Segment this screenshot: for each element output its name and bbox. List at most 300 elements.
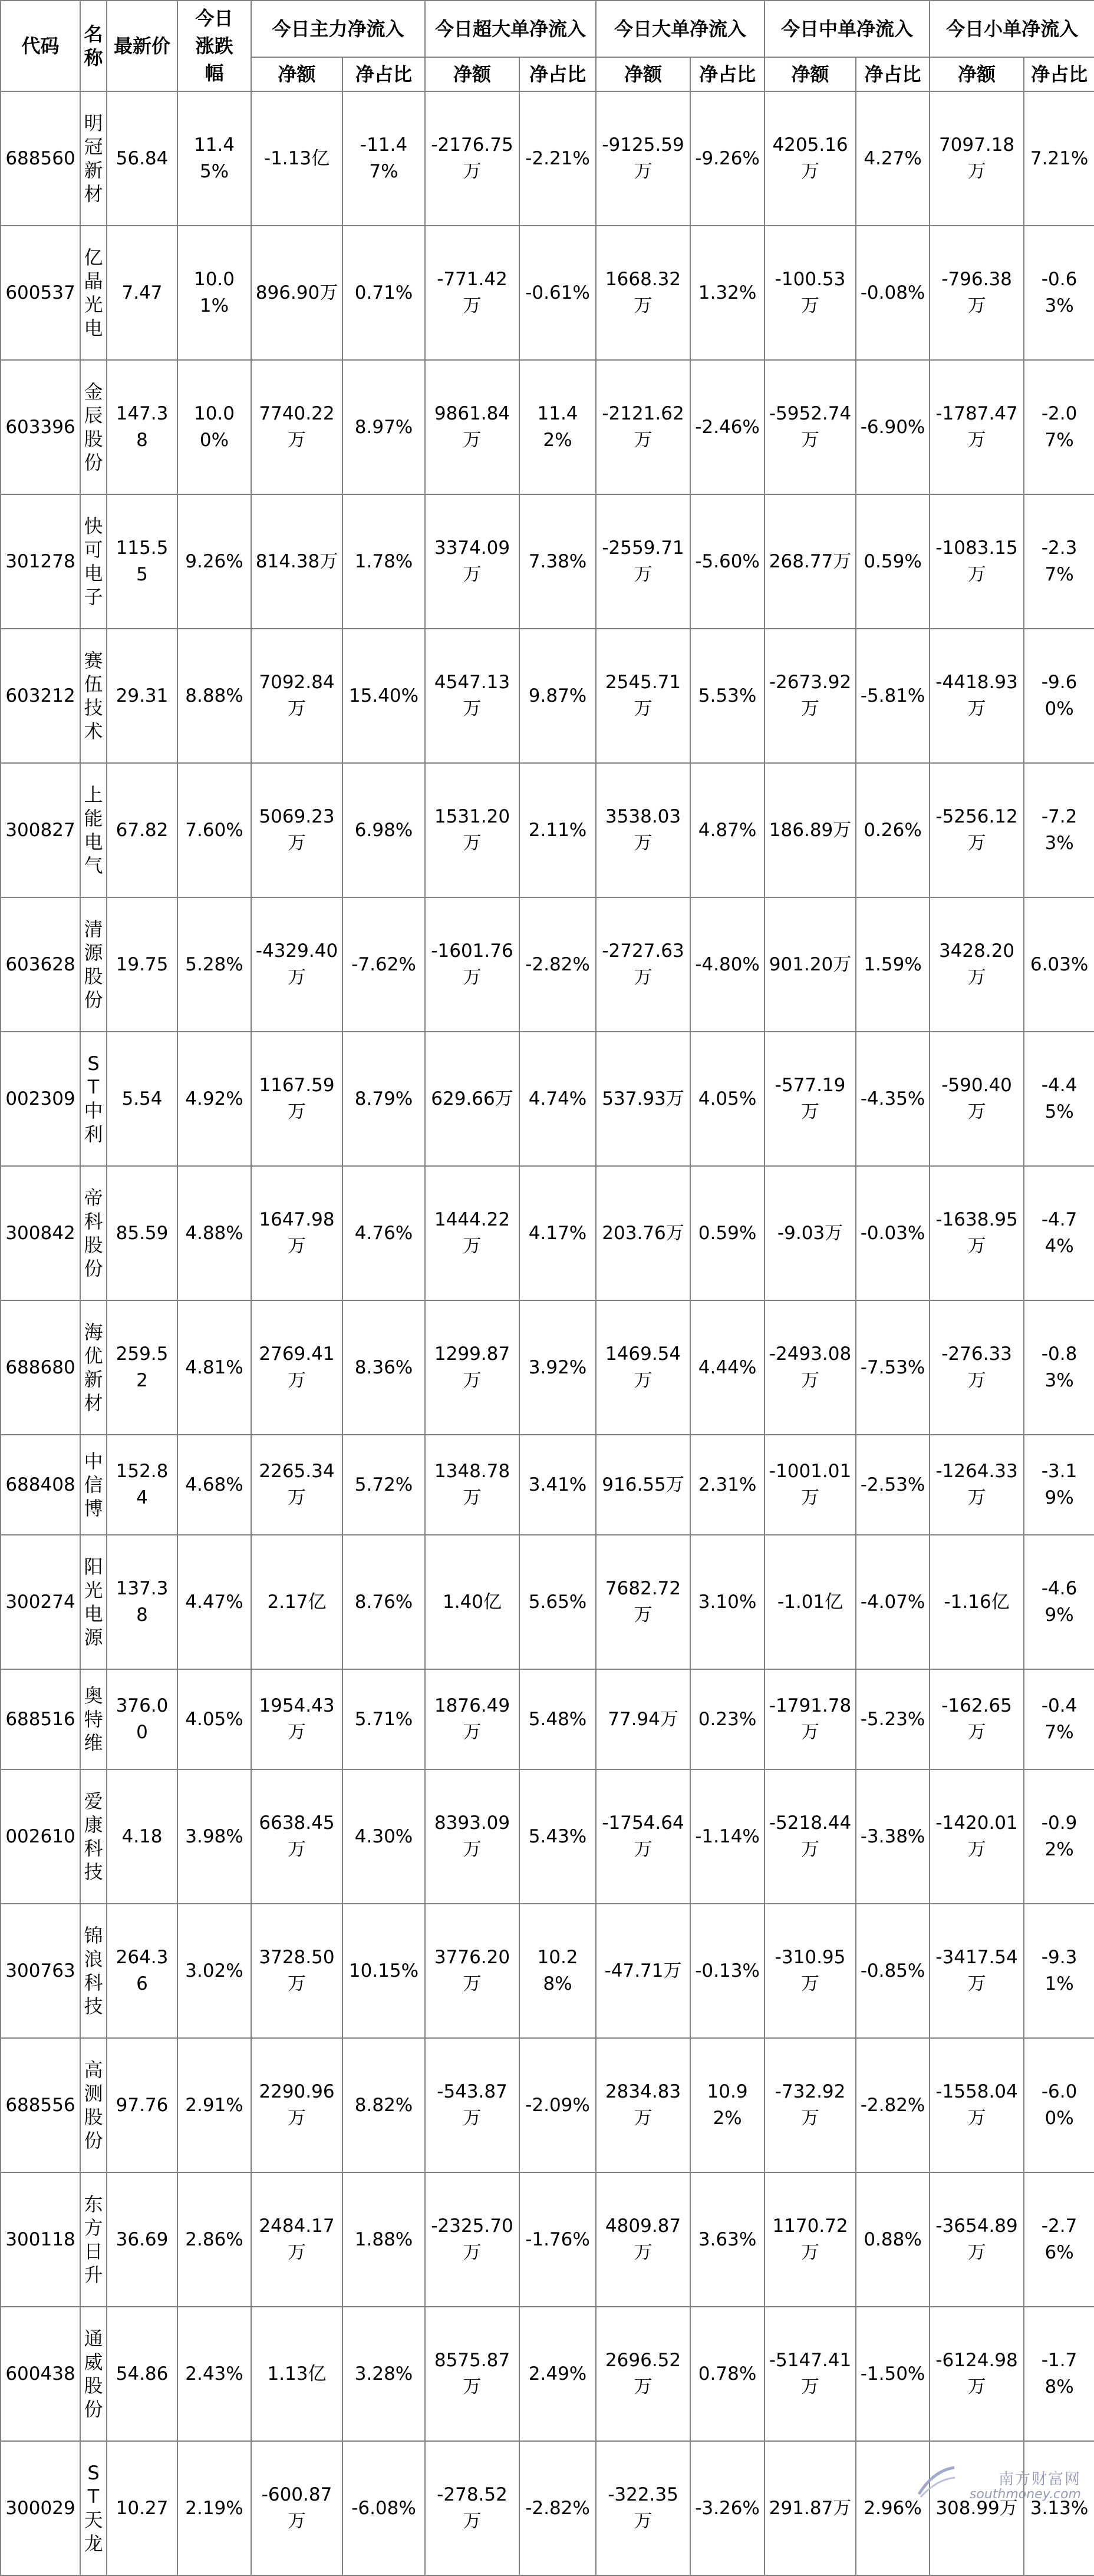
cell-code: 688680 <box>1 1300 80 1435</box>
cell-price: 376.00 <box>107 1669 177 1769</box>
cell-small-amount: 3428.20万 <box>930 897 1024 1032</box>
cell-medium-amount: -5218.44万 <box>765 1769 856 1904</box>
cell-main-amount: 7740.22万 <box>251 360 342 494</box>
cell-small-ratio: -2.07% <box>1024 360 1094 494</box>
cell-super-ratio: -2.82% <box>519 2441 596 2575</box>
cell-small-ratio: -4.45% <box>1024 1032 1094 1166</box>
cell-name: 海优新材 <box>80 1300 107 1435</box>
cell-large-amount: 2834.83万 <box>596 2038 690 2172</box>
cell-medium-ratio: -2.53% <box>856 1435 930 1535</box>
cell-large-amount: 77.94万 <box>596 1669 690 1769</box>
cell-medium-ratio: -2.82% <box>856 2038 930 2172</box>
cell-medium-amount: 186.89万 <box>765 763 856 897</box>
cell-code: 688408 <box>1 1435 80 1535</box>
table-row <box>1 1032 1094 1166</box>
cell-medium-ratio: -5.23% <box>856 1669 930 1769</box>
cell-large-ratio: 2.31% <box>690 1435 765 1535</box>
cell-super-amount: 3374.09万 <box>425 494 519 629</box>
cell-price: 5.54 <box>107 1032 177 1166</box>
cell-small-amount: -1083.15万 <box>930 494 1024 629</box>
cell-code: 300274 <box>1 1535 80 1669</box>
cell-super-amount: 1299.87万 <box>425 1300 519 1435</box>
cell-main-amount: 2290.96万 <box>251 2038 342 2172</box>
cell-small-amount: -4418.93万 <box>930 629 1024 763</box>
cell-code: 600438 <box>1 2307 80 2441</box>
cell-price: 115.55 <box>107 494 177 629</box>
cell-medium-ratio: -3.38% <box>856 1769 930 1904</box>
table-row <box>1 2038 1094 2172</box>
cell-medium-amount: -2673.92万 <box>765 629 856 763</box>
cell-small-ratio: -9.60% <box>1024 629 1094 763</box>
cell-main-ratio: -7.62% <box>342 897 425 1032</box>
cell-main-amount: 814.38万 <box>251 494 342 629</box>
cell-large-amount: 3538.03万 <box>596 763 690 897</box>
cell-main-amount: 7092.84万 <box>251 629 342 763</box>
cell-large-amount: -322.35万 <box>596 2441 690 2575</box>
cell-change: 4.05% <box>177 1669 251 1769</box>
table-row <box>1 1904 1094 2038</box>
cell-large-amount: -9125.59万 <box>596 91 690 226</box>
cell-medium-ratio: 0.26% <box>856 763 930 897</box>
cell-main-ratio: 8.36% <box>342 1300 425 1435</box>
cell-super-ratio: 7.38% <box>519 494 596 629</box>
cell-small-amount: -796.38万 <box>930 226 1024 360</box>
cell-super-ratio: 5.48% <box>519 1669 596 1769</box>
cell-change: 11.45% <box>177 91 251 226</box>
cell-super-amount: -2325.70万 <box>425 2172 519 2307</box>
cell-medium-ratio: -6.90% <box>856 360 930 494</box>
cell-main-ratio: 4.30% <box>342 1769 425 1904</box>
cell-large-amount: 1668.32万 <box>596 226 690 360</box>
table-row <box>1 1435 1094 1535</box>
cell-super-ratio: -1.76% <box>519 2172 596 2307</box>
cell-main-amount: 3728.50万 <box>251 1904 342 2038</box>
cell-large-amount: 916.55万 <box>596 1435 690 1535</box>
cell-medium-ratio: -4.07% <box>856 1535 930 1669</box>
cell-super-ratio: 4.17% <box>519 1166 596 1300</box>
cell-super-amount: 1348.78万 <box>425 1435 519 1535</box>
cell-small-ratio: -6.00% <box>1024 2038 1094 2172</box>
cell-price: 259.52 <box>107 1300 177 1435</box>
cell-super-ratio: 10.28% <box>519 1904 596 2038</box>
cell-super-amount: 9861.84万 <box>425 360 519 494</box>
cell-code: 603212 <box>1 629 80 763</box>
cell-small-ratio: -0.83% <box>1024 1300 1094 1435</box>
cell-super-ratio: 5.65% <box>519 1535 596 1669</box>
cell-large-ratio: 0.59% <box>690 1166 765 1300</box>
cell-change: 4.47% <box>177 1535 251 1669</box>
cell-large-amount: 2545.71万 <box>596 629 690 763</box>
cell-code: 603396 <box>1 360 80 494</box>
cell-large-amount: -1754.64万 <box>596 1769 690 1904</box>
cell-change: 3.98% <box>177 1769 251 1904</box>
cell-small-amount: -1420.01万 <box>930 1769 1024 1904</box>
header-large-inflow: 今日大单净流入 <box>596 1 765 57</box>
cell-name: 阳光电源 <box>80 1535 107 1669</box>
cell-main-ratio: 10.15% <box>342 1904 425 2038</box>
cell-name: 明冠新材 <box>80 91 107 226</box>
cell-medium-amount: 291.87万 <box>765 2441 856 2575</box>
cell-code: 002610 <box>1 1769 80 1904</box>
cell-main-amount: 2484.17万 <box>251 2172 342 2307</box>
cell-code: 600537 <box>1 226 80 360</box>
cell-medium-amount: 268.77万 <box>765 494 856 629</box>
header-large-amount: 净额 <box>596 57 690 91</box>
table-row <box>1 1300 1094 1435</box>
cell-name: 赛伍技术 <box>80 629 107 763</box>
cell-code: 688516 <box>1 1669 80 1769</box>
cell-name: 中信博 <box>80 1435 107 1535</box>
cell-code: 300118 <box>1 2172 80 2307</box>
table-row <box>1 2307 1094 2441</box>
cell-medium-amount: -100.53万 <box>765 226 856 360</box>
cell-main-ratio: 0.71% <box>342 226 425 360</box>
cell-change: 4.68% <box>177 1435 251 1535</box>
cell-super-ratio: 11.42% <box>519 360 596 494</box>
cell-name: 清源股份 <box>80 897 107 1032</box>
cell-main-ratio: 1.78% <box>342 494 425 629</box>
cell-change: 4.92% <box>177 1032 251 1166</box>
header-main-ratio: 净占比 <box>342 57 425 91</box>
cell-change: 2.86% <box>177 2172 251 2307</box>
cell-code: 002309 <box>1 1032 80 1166</box>
cell-name: 高测股份 <box>80 2038 107 2172</box>
cell-super-ratio: 9.87% <box>519 629 596 763</box>
cell-code: 300827 <box>1 763 80 897</box>
header-main-inflow: 今日主力净流入 <box>251 1 425 57</box>
cell-change: 4.81% <box>177 1300 251 1435</box>
header-small-amount: 净额 <box>930 57 1024 91</box>
table-body <box>1 91 1094 2575</box>
cell-medium-amount: -1791.78万 <box>765 1669 856 1769</box>
cell-main-ratio: -6.08% <box>342 2441 425 2575</box>
cell-small-ratio: -0.47% <box>1024 1669 1094 1769</box>
cell-medium-ratio: -0.08% <box>856 226 930 360</box>
cell-main-amount: 2.17亿 <box>251 1535 342 1669</box>
cell-price: 147.38 <box>107 360 177 494</box>
cell-super-amount: 8575.87万 <box>425 2307 519 2441</box>
table-row <box>1 2441 1094 2575</box>
cell-medium-ratio: -0.85% <box>856 1904 930 2038</box>
table-row <box>1 494 1094 629</box>
cell-main-ratio: 8.76% <box>342 1535 425 1669</box>
cell-small-amount: -5256.12万 <box>930 763 1024 897</box>
cell-medium-amount: -732.92万 <box>765 2038 856 2172</box>
cell-main-amount: 1167.59万 <box>251 1032 342 1166</box>
cell-price: 67.82 <box>107 763 177 897</box>
cell-change: 2.91% <box>177 2038 251 2172</box>
cell-large-ratio: 0.23% <box>690 1669 765 1769</box>
cell-super-amount: 629.66万 <box>425 1032 519 1166</box>
cell-name: 锦浪科技 <box>80 1904 107 2038</box>
cell-name: 金辰股份 <box>80 360 107 494</box>
cell-large-amount: 203.76万 <box>596 1166 690 1300</box>
cell-main-amount: 896.90万 <box>251 226 342 360</box>
cell-super-amount: -771.42万 <box>425 226 519 360</box>
cell-main-ratio: 3.28% <box>342 2307 425 2441</box>
cell-large-ratio: -5.60% <box>690 494 765 629</box>
cell-small-amount: -1558.04万 <box>930 2038 1024 2172</box>
cell-small-amount: -3417.54万 <box>930 1904 1024 2038</box>
cell-medium-ratio: -4.35% <box>856 1032 930 1166</box>
cell-main-ratio: 1.88% <box>342 2172 425 2307</box>
cell-super-amount: 1444.22万 <box>425 1166 519 1300</box>
table-row <box>1 226 1094 360</box>
table-row <box>1 2172 1094 2307</box>
cell-super-amount: 4547.13万 <box>425 629 519 763</box>
cell-small-ratio: -2.37% <box>1024 494 1094 629</box>
cell-small-ratio: -9.31% <box>1024 1904 1094 2038</box>
cell-main-ratio: 8.82% <box>342 2038 425 2172</box>
cell-medium-amount: -5147.41万 <box>765 2307 856 2441</box>
cell-name: 快可电子 <box>80 494 107 629</box>
cell-super-amount: 8393.09万 <box>425 1769 519 1904</box>
cell-main-ratio: -11.47% <box>342 91 425 226</box>
cell-medium-ratio: -0.03% <box>856 1166 930 1300</box>
cell-name: 东方日升 <box>80 2172 107 2307</box>
cell-small-ratio: -4.69% <box>1024 1535 1094 1669</box>
cell-large-amount: -47.71万 <box>596 1904 690 2038</box>
cell-small-ratio: -1.78% <box>1024 2307 1094 2441</box>
cell-main-ratio: 4.76% <box>342 1166 425 1300</box>
watermark-logo-icon <box>916 2465 957 2500</box>
cell-change: 2.43% <box>177 2307 251 2441</box>
cell-price: 36.69 <box>107 2172 177 2307</box>
cell-price: 152.84 <box>107 1435 177 1535</box>
cell-code: 301278 <box>1 494 80 629</box>
header-super-inflow: 今日超大单净流入 <box>425 1 596 57</box>
header-super-amount: 净额 <box>425 57 519 91</box>
cell-super-ratio: 3.92% <box>519 1300 596 1435</box>
cell-price: 85.59 <box>107 1166 177 1300</box>
cell-code: 688560 <box>1 91 80 226</box>
cell-price: 29.31 <box>107 629 177 763</box>
cell-large-amount: -2121.62万 <box>596 360 690 494</box>
cell-large-ratio: -9.26% <box>690 91 765 226</box>
table-row <box>1 1535 1094 1669</box>
header-medium-inflow: 今日中单净流入 <box>765 1 930 57</box>
cell-large-amount: 4809.87万 <box>596 2172 690 2307</box>
cell-large-ratio: 4.44% <box>690 1300 765 1435</box>
cell-main-amount: 6638.45万 <box>251 1769 342 1904</box>
cell-super-amount: 3776.20万 <box>425 1904 519 2038</box>
cell-super-amount: -543.87万 <box>425 2038 519 2172</box>
cell-small-ratio: -3.19% <box>1024 1435 1094 1535</box>
table-row <box>1 629 1094 763</box>
header-main-amount: 净额 <box>251 57 342 91</box>
cell-main-ratio: 6.98% <box>342 763 425 897</box>
cell-medium-ratio: 2.96% <box>856 2441 930 2575</box>
cell-large-ratio: 3.63% <box>690 2172 765 2307</box>
header-medium-amount: 净额 <box>765 57 856 91</box>
cell-small-ratio: 7.21% <box>1024 91 1094 226</box>
cell-main-ratio: 8.97% <box>342 360 425 494</box>
cell-medium-ratio: -7.53% <box>856 1300 930 1435</box>
cell-small-amount: -1.16亿 <box>930 1535 1024 1669</box>
header-large-ratio: 净占比 <box>690 57 765 91</box>
cell-name: ST中利 <box>80 1032 107 1166</box>
header-super-ratio: 净占比 <box>519 57 596 91</box>
cell-main-amount: -4329.40万 <box>251 897 342 1032</box>
cell-medium-amount: -1001.01万 <box>765 1435 856 1535</box>
cell-super-ratio: 4.74% <box>519 1032 596 1166</box>
cell-change: 7.60% <box>177 763 251 897</box>
cell-small-amount: -276.33万 <box>930 1300 1024 1435</box>
cell-change: 10.00% <box>177 360 251 494</box>
cell-small-amount: 7097.18万 <box>930 91 1024 226</box>
cell-change: 4.88% <box>177 1166 251 1300</box>
cell-large-amount: 537.93万 <box>596 1032 690 1166</box>
table-row <box>1 897 1094 1032</box>
cell-price: 264.36 <box>107 1904 177 2038</box>
cell-large-ratio: 4.05% <box>690 1032 765 1166</box>
cell-main-amount: -1.13亿 <box>251 91 342 226</box>
cell-price: 10.27 <box>107 2441 177 2575</box>
cell-large-ratio: 4.87% <box>690 763 765 897</box>
cell-code: 300029 <box>1 2441 80 2575</box>
cell-large-ratio: -4.80% <box>690 897 765 1032</box>
header-row-main <box>1 1 1094 57</box>
cell-medium-ratio: -1.50% <box>856 2307 930 2441</box>
cell-small-amount: -1638.95万 <box>930 1166 1024 1300</box>
cell-large-ratio: 1.32% <box>690 226 765 360</box>
header-small-ratio: 净占比 <box>1024 57 1094 91</box>
cell-super-ratio: -2.09% <box>519 2038 596 2172</box>
cell-medium-ratio: 1.59% <box>856 897 930 1032</box>
cell-super-ratio: -2.82% <box>519 897 596 1032</box>
cell-main-ratio: 8.79% <box>342 1032 425 1166</box>
cell-small-ratio: -7.23% <box>1024 763 1094 897</box>
cell-main-ratio: 15.40% <box>342 629 425 763</box>
cell-large-ratio: 5.53% <box>690 629 765 763</box>
cell-super-amount: 1876.49万 <box>425 1669 519 1769</box>
cell-large-ratio: 0.78% <box>690 2307 765 2441</box>
cell-large-ratio: 3.10% <box>690 1535 765 1669</box>
cell-main-ratio: 5.71% <box>342 1669 425 1769</box>
table-row <box>1 1166 1094 1300</box>
cell-medium-amount: -310.95万 <box>765 1904 856 2038</box>
cell-change: 10.01% <box>177 226 251 360</box>
cell-medium-ratio: -5.81% <box>856 629 930 763</box>
cell-medium-amount: -9.03万 <box>765 1166 856 1300</box>
cell-small-ratio: -0.92% <box>1024 1769 1094 1904</box>
watermark-cn: 南方财富网 <box>998 2470 1081 2488</box>
cell-super-amount: 1.40亿 <box>425 1535 519 1669</box>
cell-small-ratio: 3.13% <box>1024 2441 1094 2575</box>
cell-super-ratio: 2.11% <box>519 763 596 897</box>
cell-name: 奥特维 <box>80 1669 107 1769</box>
cell-large-ratio: -1.14% <box>690 1769 765 1904</box>
header-small-inflow: 今日小单净流入 <box>930 1 1094 57</box>
table-row <box>1 763 1094 897</box>
cell-main-amount: 1.13亿 <box>251 2307 342 2441</box>
cell-medium-amount: -2493.08万 <box>765 1300 856 1435</box>
header-price: 最新价 <box>107 1 177 91</box>
cell-large-ratio: -2.46% <box>690 360 765 494</box>
cell-large-amount: -2559.71万 <box>596 494 690 629</box>
cell-super-ratio: 2.49% <box>519 2307 596 2441</box>
cell-main-amount: 1954.43万 <box>251 1669 342 1769</box>
cell-small-amount: -590.40万 <box>930 1032 1024 1166</box>
header-code: 代码 <box>1 1 80 91</box>
cell-large-ratio: 10.92% <box>690 2038 765 2172</box>
cell-super-ratio: -2.21% <box>519 91 596 226</box>
cell-name: 爱康科技 <box>80 1769 107 1904</box>
cell-change: 2.19% <box>177 2441 251 2575</box>
cell-price: 97.76 <box>107 2038 177 2172</box>
cell-name: ST天龙 <box>80 2441 107 2575</box>
cell-small-ratio: -0.63% <box>1024 226 1094 360</box>
cell-large-amount: 1469.54万 <box>596 1300 690 1435</box>
cell-small-ratio: 6.03% <box>1024 897 1094 1032</box>
cell-code: 300763 <box>1 1904 80 2038</box>
watermark-en: southmoney.com <box>969 2486 1081 2502</box>
header-medium-ratio: 净占比 <box>856 57 930 91</box>
cell-name: 亿晶光电 <box>80 226 107 360</box>
cell-main-ratio: 5.72% <box>342 1435 425 1535</box>
cell-price: 19.75 <box>107 897 177 1032</box>
header-name: 名称 <box>80 1 107 91</box>
cell-large-amount: -2727.63万 <box>596 897 690 1032</box>
table-row <box>1 1769 1094 1904</box>
cell-large-amount: 7682.72万 <box>596 1535 690 1669</box>
cell-main-amount: 2265.34万 <box>251 1435 342 1535</box>
cell-medium-ratio: 0.88% <box>856 2172 930 2307</box>
cell-change: 9.26% <box>177 494 251 629</box>
cell-small-amount: -1787.47万 <box>930 360 1024 494</box>
cell-price: 54.86 <box>107 2307 177 2441</box>
cell-main-amount: 5069.23万 <box>251 763 342 897</box>
cell-large-ratio: -3.26% <box>690 2441 765 2575</box>
cell-main-amount: 2769.41万 <box>251 1300 342 1435</box>
cell-medium-ratio: 4.27% <box>856 91 930 226</box>
cell-large-amount: 2696.52万 <box>596 2307 690 2441</box>
cell-change: 8.88% <box>177 629 251 763</box>
cell-name: 通威股份 <box>80 2307 107 2441</box>
cell-super-ratio: 3.41% <box>519 1435 596 1535</box>
cell-small-amount: -1264.33万 <box>930 1435 1024 1535</box>
cell-code: 300842 <box>1 1166 80 1300</box>
cell-medium-amount: 4205.16万 <box>765 91 856 226</box>
cell-price: 7.47 <box>107 226 177 360</box>
cell-super-amount: -278.52万 <box>425 2441 519 2575</box>
cell-medium-amount: -577.19万 <box>765 1032 856 1166</box>
cell-price: 4.18 <box>107 1769 177 1904</box>
table-row <box>1 360 1094 494</box>
cell-change: 3.02% <box>177 1904 251 2038</box>
table-row <box>1 91 1094 226</box>
cell-large-ratio: -0.13% <box>690 1904 765 2038</box>
watermark <box>970 2472 1081 2501</box>
cell-super-ratio: -0.61% <box>519 226 596 360</box>
cell-main-amount: -600.87万 <box>251 2441 342 2575</box>
cell-super-amount: 1531.20万 <box>425 763 519 897</box>
cell-small-amount: -3654.89万 <box>930 2172 1024 2307</box>
cell-code: 603628 <box>1 897 80 1032</box>
cell-small-ratio: -2.76% <box>1024 2172 1094 2307</box>
cell-medium-amount: -5952.74万 <box>765 360 856 494</box>
cell-change: 5.28% <box>177 897 251 1032</box>
cell-price: 137.38 <box>107 1535 177 1669</box>
header-change: 今日涨跌幅 <box>177 1 251 91</box>
cell-medium-amount: -1.01亿 <box>765 1535 856 1669</box>
cell-main-amount: 1647.98万 <box>251 1166 342 1300</box>
cell-small-amount: -162.65万 <box>930 1669 1024 1769</box>
cell-small-amount: 308.99万 <box>930 2441 1024 2575</box>
cell-small-ratio: -4.74% <box>1024 1166 1094 1300</box>
cell-medium-amount: 1170.72万 <box>765 2172 856 2307</box>
cell-name: 上能电气 <box>80 763 107 897</box>
